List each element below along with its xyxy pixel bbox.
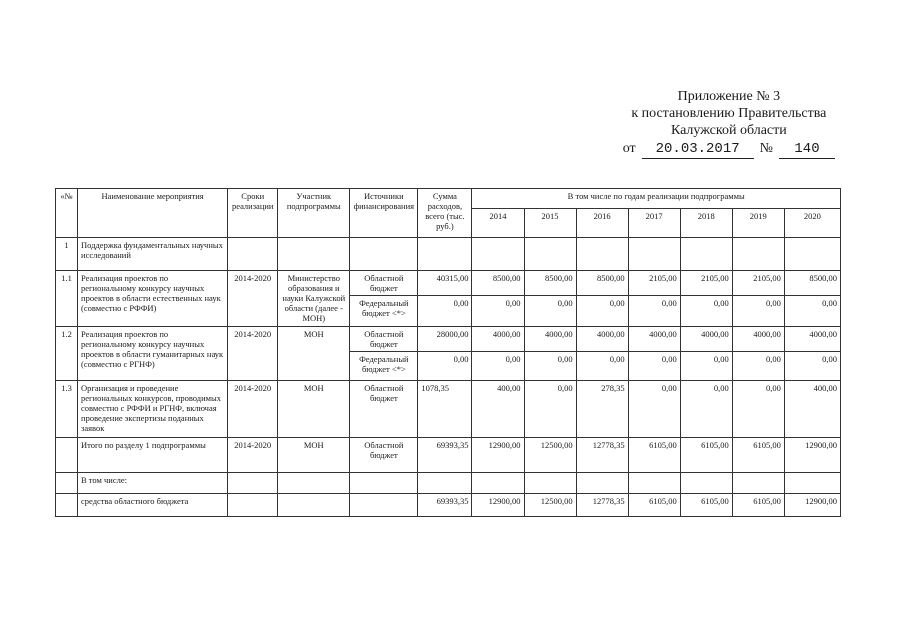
- row-total: 0,00: [418, 352, 472, 381]
- empty-cell: [350, 238, 418, 271]
- table-row: [56, 271, 841, 296]
- empty-cell: [524, 473, 576, 494]
- value-2016: 0,00: [576, 296, 628, 327]
- value-2018: 0,00: [680, 296, 732, 327]
- row-total: 69393,35: [418, 438, 472, 473]
- table-row: [56, 494, 841, 517]
- value-2016: 4000,00: [576, 327, 628, 352]
- row-source: Областной бюджет: [350, 381, 418, 438]
- value-2017: 6105,00: [628, 438, 680, 473]
- value-2015: 4000,00: [524, 327, 576, 352]
- table-row: [56, 438, 841, 473]
- empty-cell: [350, 473, 418, 494]
- row-total: 69393,35: [418, 494, 472, 517]
- value-2017: 0,00: [628, 381, 680, 438]
- value-2019: 6105,00: [732, 438, 784, 473]
- empty-cell: [56, 494, 78, 517]
- value-2018: 2105,00: [680, 271, 732, 296]
- value-2019: 0,00: [732, 352, 784, 381]
- value-2019: 6105,00: [732, 494, 784, 517]
- decree-date-line: [623, 140, 835, 159]
- row-name: В том числе:: [78, 473, 228, 494]
- row-name: Организация и проведение региональных конкурсов, проводимых совместно с РФФИ и РГНФ, включая проведение экспертизы поданных заявок: [78, 381, 228, 438]
- value-2014: 400,00: [472, 381, 524, 438]
- value-2020: 0,00: [784, 352, 840, 381]
- empty-cell: [472, 238, 524, 271]
- year-2014: 2014: [472, 209, 524, 238]
- table-row: [56, 327, 841, 352]
- value-2020: 0,00: [784, 296, 840, 327]
- empty-cell: [228, 494, 278, 517]
- value-2020: 400,00: [784, 381, 840, 438]
- row-total: 40315,00: [418, 271, 472, 296]
- empty-cell: [350, 494, 418, 517]
- empty-cell: [732, 473, 784, 494]
- subprogram-table: [55, 188, 841, 517]
- header-total: Сумма расходов, всего (тыс. руб.): [418, 189, 472, 238]
- empty-cell: [732, 238, 784, 271]
- value-2016: 12778,35: [576, 438, 628, 473]
- empty-cell: [576, 473, 628, 494]
- value-2014: 12900,00: [472, 494, 524, 517]
- value-2017: 4000,00: [628, 327, 680, 352]
- value-2018: 6105,00: [680, 494, 732, 517]
- empty-cell: [628, 473, 680, 494]
- value-2020: 12900,00: [784, 438, 840, 473]
- year-2019: 2019: [732, 209, 784, 238]
- header-name: Наименование мероприятия: [78, 189, 228, 238]
- table-row: [56, 381, 841, 438]
- value-2019: 2105,00: [732, 271, 784, 296]
- empty-cell: [680, 238, 732, 271]
- row-name: средства областного бюджета: [78, 494, 228, 517]
- empty-cell: [228, 238, 278, 271]
- empty-cell: [784, 238, 840, 271]
- value-2019: 4000,00: [732, 327, 784, 352]
- header-number: «№: [56, 189, 78, 238]
- row-name: Итого по разделу 1 подпрограммы: [78, 438, 228, 473]
- empty-cell: [524, 238, 576, 271]
- row-name: Поддержка фундаментальных научных исследований: [78, 238, 228, 271]
- header-by-years: В том числе по годам реализации подпрограммы: [472, 189, 841, 209]
- row-period: 2014-2020: [228, 381, 278, 438]
- value-2015: 0,00: [524, 296, 576, 327]
- empty-cell: [278, 473, 350, 494]
- empty-cell: [418, 238, 472, 271]
- header-sources: Источники финансирования: [350, 189, 418, 238]
- value-2020: 12900,00: [784, 494, 840, 517]
- row-participant: МОН: [278, 438, 350, 473]
- empty-cell: [784, 473, 840, 494]
- row-source: Областной бюджет: [350, 327, 418, 352]
- row-number: 1: [56, 238, 78, 271]
- empty-cell: [472, 473, 524, 494]
- row-participant: МОН: [278, 381, 350, 438]
- row-participant: МОН: [278, 327, 350, 381]
- region-name: Калужской области: [670, 123, 787, 138]
- row-period: 2014-2020: [228, 327, 278, 381]
- header-participants: Участник подпрограммы: [278, 189, 350, 238]
- empty-cell: [628, 238, 680, 271]
- row-number: 1.3: [56, 381, 78, 438]
- value-2014: 8500,00: [472, 271, 524, 296]
- value-2020: 8500,00: [784, 271, 840, 296]
- empty-cell: [278, 238, 350, 271]
- value-2020: 4000,00: [784, 327, 840, 352]
- value-2019: 0,00: [732, 381, 784, 438]
- value-2014: 0,00: [472, 352, 524, 381]
- decree-date: 20.03.2017: [642, 141, 754, 159]
- decree-reference: к постановлению Правительства: [631, 106, 827, 121]
- year-2018: 2018: [680, 209, 732, 238]
- year-2015: 2015: [524, 209, 576, 238]
- value-2014: 0,00: [472, 296, 524, 327]
- value-2015: 8500,00: [524, 271, 576, 296]
- row-source: Федеральный бюджет <*>: [350, 352, 418, 381]
- value-2015: 12500,00: [524, 438, 576, 473]
- row-name: Реализация проектов по региональному конкурсу научных проектов в области естественных наук (совместно с РФФИ): [78, 271, 228, 327]
- value-2016: 8500,00: [576, 271, 628, 296]
- value-2014: 12900,00: [472, 438, 524, 473]
- value-2018: 0,00: [680, 352, 732, 381]
- row-period: 2014-2020: [228, 438, 278, 473]
- year-2017: 2017: [628, 209, 680, 238]
- value-2015: 0,00: [524, 352, 576, 381]
- value-2018: 6105,00: [680, 438, 732, 473]
- row-total: 0,00: [418, 296, 472, 327]
- document-header: [623, 88, 835, 159]
- empty-cell: [278, 494, 350, 517]
- value-2017: 2105,00: [628, 271, 680, 296]
- empty-cell: [56, 438, 78, 473]
- row-number: 1.1: [56, 271, 78, 327]
- row-source: Федеральный бюджет <*>: [350, 296, 418, 327]
- value-2015: 0,00: [524, 381, 576, 438]
- value-2014: 4000,00: [472, 327, 524, 352]
- row-participant: Министерство образования и науки Калужской области (далее - МОН): [278, 271, 350, 327]
- value-2018: 0,00: [680, 381, 732, 438]
- decree-number: 140: [779, 141, 835, 159]
- header-period: Сроки реализации: [228, 189, 278, 238]
- row-total: 1078,35: [418, 381, 472, 438]
- number-prefix: №: [759, 141, 773, 156]
- row-name: Реализация проектов по региональному конкурсу научных проектов в области гуманитарных наук (совместно с РГНФ): [78, 327, 228, 381]
- value-2019: 0,00: [732, 296, 784, 327]
- value-2016: 278,35: [576, 381, 628, 438]
- table-header-row: [56, 189, 841, 209]
- empty-cell: [576, 238, 628, 271]
- row-source: Областной бюджет: [350, 271, 418, 296]
- value-2016: 0,00: [576, 352, 628, 381]
- row-period: 2014-2020: [228, 271, 278, 327]
- value-2015: 12500,00: [524, 494, 576, 517]
- date-prefix: от: [622, 141, 636, 156]
- year-2016: 2016: [576, 209, 628, 238]
- row-source: Областной бюджет: [350, 438, 418, 473]
- value-2017: 0,00: [628, 296, 680, 327]
- empty-cell: [418, 473, 472, 494]
- table-row: [56, 473, 841, 494]
- empty-cell: [56, 473, 78, 494]
- empty-cell: [228, 473, 278, 494]
- value-2017: 6105,00: [628, 494, 680, 517]
- value-2017: 0,00: [628, 352, 680, 381]
- year-2020: 2020: [784, 209, 840, 238]
- appendix-title: Приложение № 3: [677, 89, 781, 104]
- row-total: 28000,00: [418, 327, 472, 352]
- empty-cell: [680, 473, 732, 494]
- row-number: 1.2: [56, 327, 78, 381]
- value-2016: 12778,35: [576, 494, 628, 517]
- value-2018: 4000,00: [680, 327, 732, 352]
- table-row: [56, 238, 841, 271]
